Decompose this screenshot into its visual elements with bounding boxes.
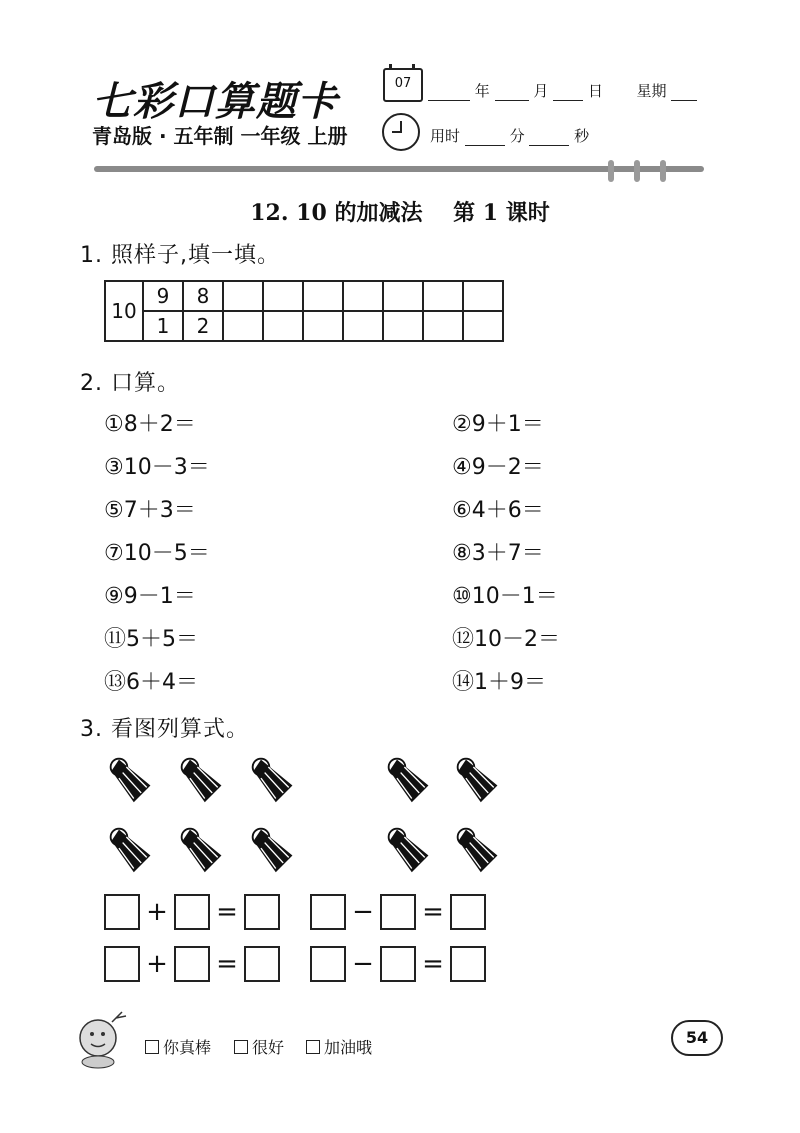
problem[interactable] [452, 407, 544, 438]
rating-label: 你真棒 [163, 1038, 212, 1057]
equals-sign: = [216, 897, 238, 927]
q2-title: 2. 口算。 [80, 371, 180, 396]
answer-box[interactable] [380, 946, 416, 982]
problem-number: ② [452, 412, 472, 437]
problem[interactable] [452, 622, 560, 653]
shuttlecock-icon [384, 752, 434, 808]
q3-title: 3. 看图列算式。 [80, 717, 249, 742]
time-label: 用时 [430, 127, 461, 145]
shuttlecock-icon [384, 822, 434, 878]
answer-box[interactable] [380, 894, 416, 930]
grid-bottom-cell[interactable] [303, 311, 343, 341]
weekday-label: 星期 [636, 82, 667, 100]
problem-expression: 10－1＝ [471, 584, 558, 609]
minus-sign: − [352, 897, 374, 927]
answer-box[interactable] [310, 894, 346, 930]
shuttlecock-icon [453, 752, 503, 808]
problem[interactable] [452, 450, 544, 481]
answer-box[interactable] [244, 894, 280, 930]
problem[interactable] [452, 579, 558, 610]
problem-expression: 9－1＝ [123, 584, 196, 609]
checkbox[interactable] [145, 1040, 159, 1054]
problem[interactable] [104, 622, 198, 653]
problem-number: ⑦ [104, 541, 124, 566]
grid-bottom-cell[interactable] [263, 311, 303, 341]
grid-bottom-cell[interactable]: 1 [143, 311, 183, 341]
problem-number: ⑥ [452, 498, 472, 523]
minute-label: 分 [509, 127, 525, 145]
equals-sign: = [422, 897, 444, 927]
problem[interactable] [104, 493, 196, 524]
equation-row [104, 946, 486, 982]
day-label: 日 [587, 82, 603, 100]
problem-expression: 9－2＝ [471, 455, 544, 480]
answer-box[interactable] [310, 946, 346, 982]
rating-option[interactable] [306, 1035, 372, 1058]
grid-top-cell[interactable] [423, 281, 463, 311]
time-field[interactable] [430, 125, 589, 146]
brand-title: 七彩口算题卡 [92, 78, 338, 125]
calendar-number: 07 [394, 76, 412, 91]
problem[interactable] [104, 665, 198, 696]
equation-row [104, 894, 486, 930]
problem-number: ④ [452, 455, 472, 480]
problem-number: ⑫ [452, 627, 475, 652]
problem-expression: 7＋3＝ [123, 498, 196, 523]
grid-bottom-cell[interactable] [463, 311, 503, 341]
rating-option[interactable] [145, 1035, 211, 1058]
problem-expression: 10－2＝ [474, 627, 561, 652]
answer-box[interactable] [244, 946, 280, 982]
problem-number: ⑭ [452, 670, 475, 695]
problem[interactable] [452, 493, 544, 524]
problem-number: ⑤ [104, 498, 124, 523]
calendar-icon [383, 68, 423, 102]
problem[interactable] [452, 536, 544, 567]
grid-bottom-cell[interactable] [343, 311, 383, 341]
problem-expression: 4＋6＝ [471, 498, 544, 523]
divider-knot [608, 160, 614, 182]
mascot-icon [72, 1008, 134, 1070]
problem-expression: 9＋1＝ [471, 412, 544, 437]
problem-expression: 1＋9＝ [474, 670, 547, 695]
rating-label: 加油哦 [324, 1038, 373, 1057]
minus-sign: − [352, 949, 374, 979]
year-label: 年 [474, 82, 490, 100]
answer-box[interactable] [104, 946, 140, 982]
decomposition-grid [104, 280, 504, 342]
shuttlecock-icon [177, 752, 227, 808]
grid-top-cell[interactable] [463, 281, 503, 311]
problem-expression: 6＋4＝ [126, 670, 199, 695]
grid-bottom-cell[interactable] [423, 311, 463, 341]
date-field[interactable] [428, 80, 697, 101]
shuttlecock-icon [177, 822, 227, 878]
grid-bottom-cell[interactable] [383, 311, 423, 341]
problem-expression: 10－5＝ [123, 541, 210, 566]
answer-box[interactable] [174, 894, 210, 930]
problem[interactable] [104, 579, 196, 610]
shuttlecock-icon [453, 822, 503, 878]
grid-bottom-cell[interactable]: 2 [183, 311, 223, 341]
checkbox[interactable] [306, 1040, 320, 1054]
shuttlecock-icon [248, 822, 298, 878]
equals-sign: = [216, 949, 238, 979]
problem-number: ① [104, 412, 124, 437]
problem-number: ⑪ [104, 627, 127, 652]
problem-expression: 10－3＝ [123, 455, 210, 480]
problem-expression: 8＋2＝ [123, 412, 196, 437]
second-label: 秒 [574, 127, 590, 145]
grid-total: 10 [105, 281, 143, 341]
problem-number: ⑩ [452, 584, 472, 609]
answer-box[interactable] [104, 894, 140, 930]
lesson-title: 12. 10 的加减法 第 1 课时 [250, 200, 550, 226]
q1-title: 1. 照样子,填一填。 [80, 243, 280, 268]
grid-bottom-cell[interactable] [223, 311, 263, 341]
shuttlecock-icon [248, 752, 298, 808]
plus-sign: + [146, 949, 168, 979]
answer-box[interactable] [450, 946, 486, 982]
problem[interactable] [104, 536, 210, 567]
answer-box[interactable] [450, 894, 486, 930]
grid-top-cell[interactable] [343, 281, 383, 311]
plus-sign: + [146, 897, 168, 927]
clock-icon [382, 113, 420, 151]
grid-top-cell[interactable]: 8 [183, 281, 223, 311]
problem-number: ⑬ [104, 670, 127, 695]
problem[interactable] [104, 450, 210, 481]
grid-top-cell[interactable] [303, 281, 343, 311]
grid-top-cell[interactable] [383, 281, 423, 311]
grid-top-cell[interactable] [263, 281, 303, 311]
equals-sign: = [422, 949, 444, 979]
divider-knot [660, 160, 666, 182]
rating-option[interactable] [234, 1035, 284, 1058]
checkbox[interactable] [234, 1040, 248, 1054]
problem-expression: 5＋5＝ [126, 627, 199, 652]
problem-expression: 3＋7＝ [471, 541, 544, 566]
edition-label: 青岛版 · 五年制 一年级 上册 [92, 124, 348, 148]
month-label: 月 [533, 82, 549, 100]
grid-top-cell[interactable] [223, 281, 263, 311]
answer-box[interactable] [174, 946, 210, 982]
problem-number: ③ [104, 455, 124, 480]
grid-top-cell[interactable]: 9 [143, 281, 183, 311]
page-number: 54 [671, 1020, 723, 1056]
problem-number: ⑧ [452, 541, 472, 566]
problem[interactable] [452, 665, 546, 696]
divider-knot [634, 160, 640, 182]
problem-number: ⑨ [104, 584, 124, 609]
shuttlecock-icon [106, 752, 156, 808]
problem[interactable] [104, 407, 196, 438]
shuttlecock-icon [106, 822, 156, 878]
rating-label: 很好 [252, 1038, 285, 1057]
